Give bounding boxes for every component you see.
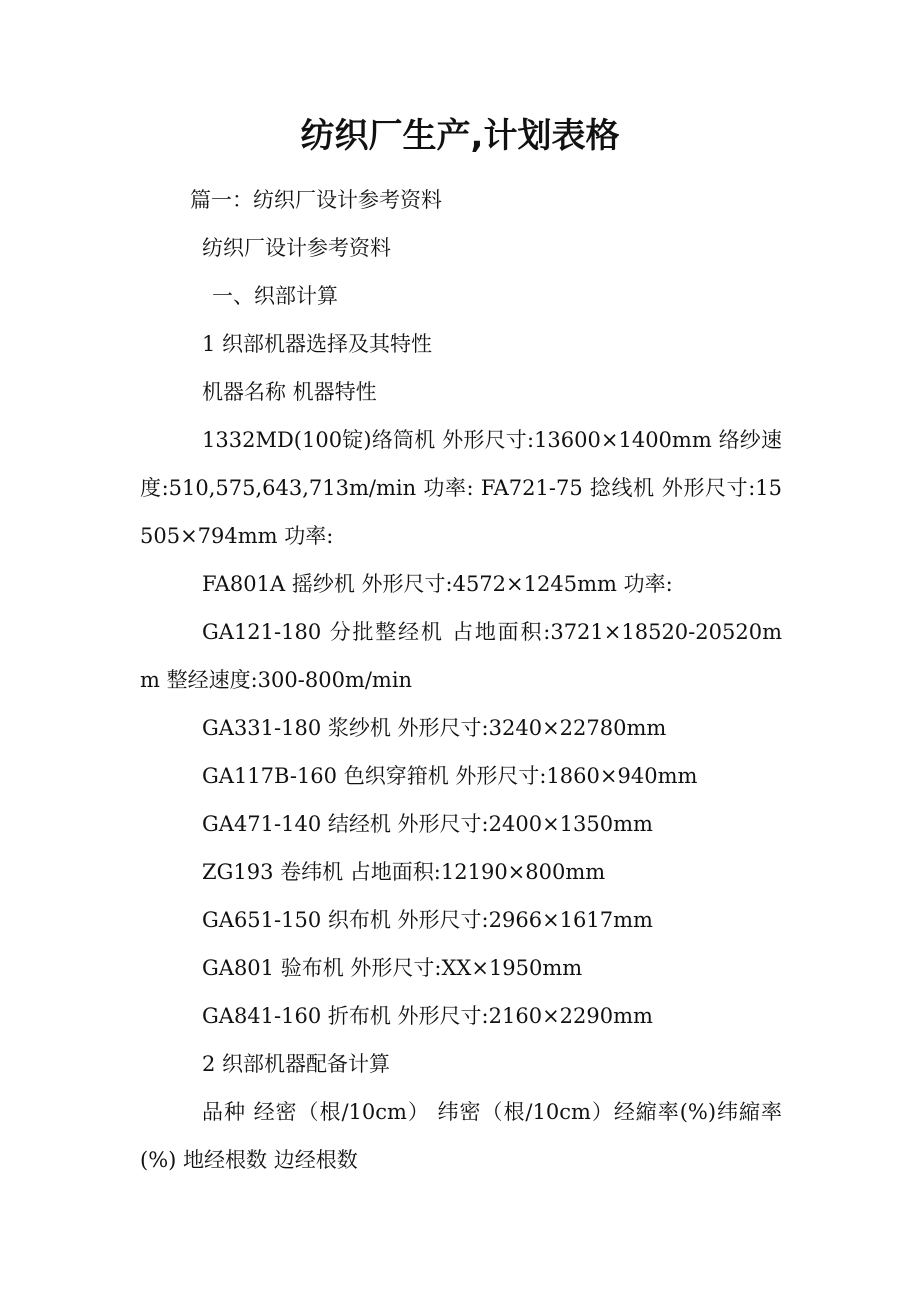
paragraph: FA801A 摇纱机 外形尺寸:4572×1245mm 功率: <box>202 572 673 596</box>
paragraph: GA471-140 结经机 外形尺寸:2400×1350mm <box>202 812 653 836</box>
paragraph: GA651-150 织布机 外形尺寸:2966×1617mm <box>202 908 653 932</box>
paragraph: 机器名称 机器特性 <box>202 380 377 404</box>
paragraph: GA117B-160 色织穿箝机 外形尺寸:1860×940mm <box>202 764 698 788</box>
document-body <box>140 176 782 1184</box>
paragraph: 1332MD(100锭)络筒机 外形尺寸:13600×1400mm 络纱速度:510,575,643,713m/min 功率: FA721-75 捻线机 外形尺寸:15505×794mm 功率: <box>140 428 782 548</box>
paragraph: 纺织厂设计参考资料 <box>202 236 391 260</box>
paragraph: GA121-180 分批整经机 占地面积:3721×18520-20520mm 整经速度:300-800m/min <box>140 620 782 692</box>
paragraph: 1 织部机器选择及其特性 <box>202 332 433 356</box>
section-heading: 一、织部计算 <box>212 284 338 308</box>
paragraph: GA801 验布机 外形尺寸:XX×1950mm <box>202 956 583 980</box>
paragraph: ZG193 卷纬机 占地面积:12190×800mm <box>202 860 606 884</box>
document-title: 纺织厂生产,计划表格 <box>300 116 620 156</box>
paragraph: GA331-180 浆纱机 外形尺寸:3240×22780mm <box>202 716 667 740</box>
paragraph: 品种 经密（根/10cm） 纬密（根/10cm）经縮率(%)纬縮率(%) 地经根数 边经根数 <box>140 1100 782 1172</box>
paragraph: GA841-160 折布机 外形尺寸:2160×2290mm <box>202 1004 653 1028</box>
section-heading: 篇一：纺织厂设计参考资料 <box>190 188 442 212</box>
paragraph: 2 织部机器配备计算 <box>202 1052 391 1076</box>
